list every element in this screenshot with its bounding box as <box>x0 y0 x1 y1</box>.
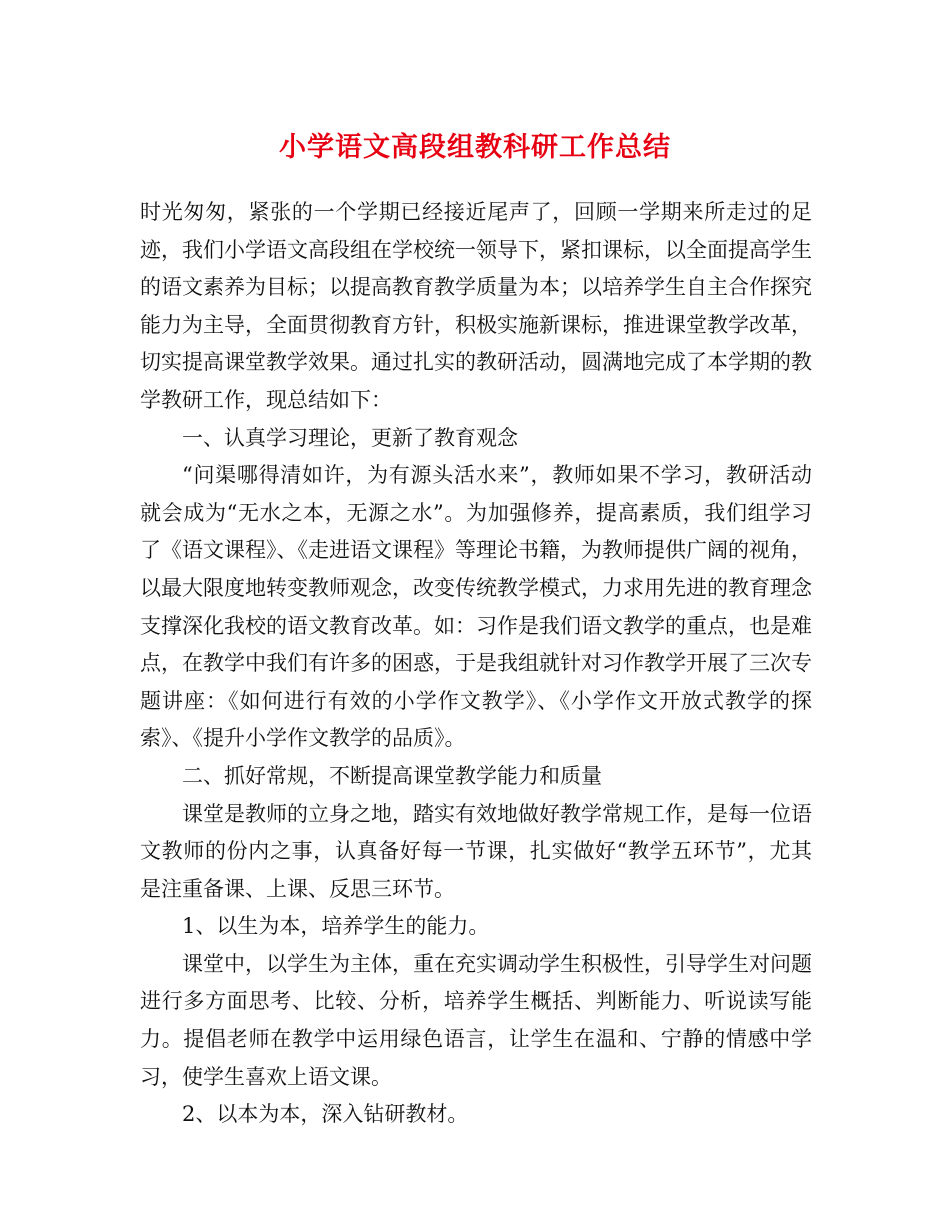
section-heading-2: 二、抓好常规，不断提高课堂教学能力和质量 <box>182 763 602 788</box>
subheading-2: 2、以本为本，深入钻研教材。 <box>182 1102 469 1127</box>
paragraph-intro: 时光匆匆，紧张的一个学期已经接近尾声了，回顾一学期来所走过的足迹，我们小学语文高段组在学校统一领导下，紧扣课标，以全面提高学生的语文素养为目标；以提高教育教学质量为本；以培养学生自主合作探究能力为主导，全面贯彻教育方针，积极实施新课标，推进课堂教学改革，切实提高课堂教学效果。通过扎实的教研活动，圆满地完成了本学期的教学教研工作，现总结如下： <box>140 200 812 412</box>
section-heading-1: 一、认真学习理论，更新了教育观念 <box>182 425 518 450</box>
document-body <box>140 194 812 1134</box>
document-title: 小学语文高段组教科研工作总结 <box>279 132 671 163</box>
paragraph-classroom: 课堂是教师的立身之地，踏实有效地做好教学常规工作，是每一位语文教师的份内之事，认真备好每一节课，扎实做好“教学五环节”，尤其是注重备课、上课、反思三环节。 <box>140 801 812 901</box>
paragraph-theory-study: “问渠哪得清如许，为有源头活水来”，教师如果不学习，教研活动就会成为“无水之本，无源之水”。为加强修养，提高素质，我们组学习了《语文课程》、《走进语文课程》等理论书籍，为教师提供广阔的视角，以最大限度地转变教师观念，改变传统教学模式，力求用先进的教育理念支撑深化我校的语文教育改革。如：习作是我们语文教学的重点，也是难点，在教学中我们有许多的困惑，于是我组就针对习作教学开展了三次专题讲座：《如何进行有效的小学作文教学》、《小学作文开放式教学的探索》、《提升小学作文教学的品质》。 <box>140 463 812 751</box>
subheading-1: 1、以生为本，培养学生的能力。 <box>182 914 490 939</box>
paragraph-student-centered: 课堂中，以学生为主体，重在充实调动学生积极性，引导学生对问题进行多方面思考、比较、分析，培养学生概括、判断能力、听说读写能力。提倡老师在教学中运用绿色语言，让学生在温和、宁静的情感中学习，使学生喜欢上语文课。 <box>140 951 812 1089</box>
